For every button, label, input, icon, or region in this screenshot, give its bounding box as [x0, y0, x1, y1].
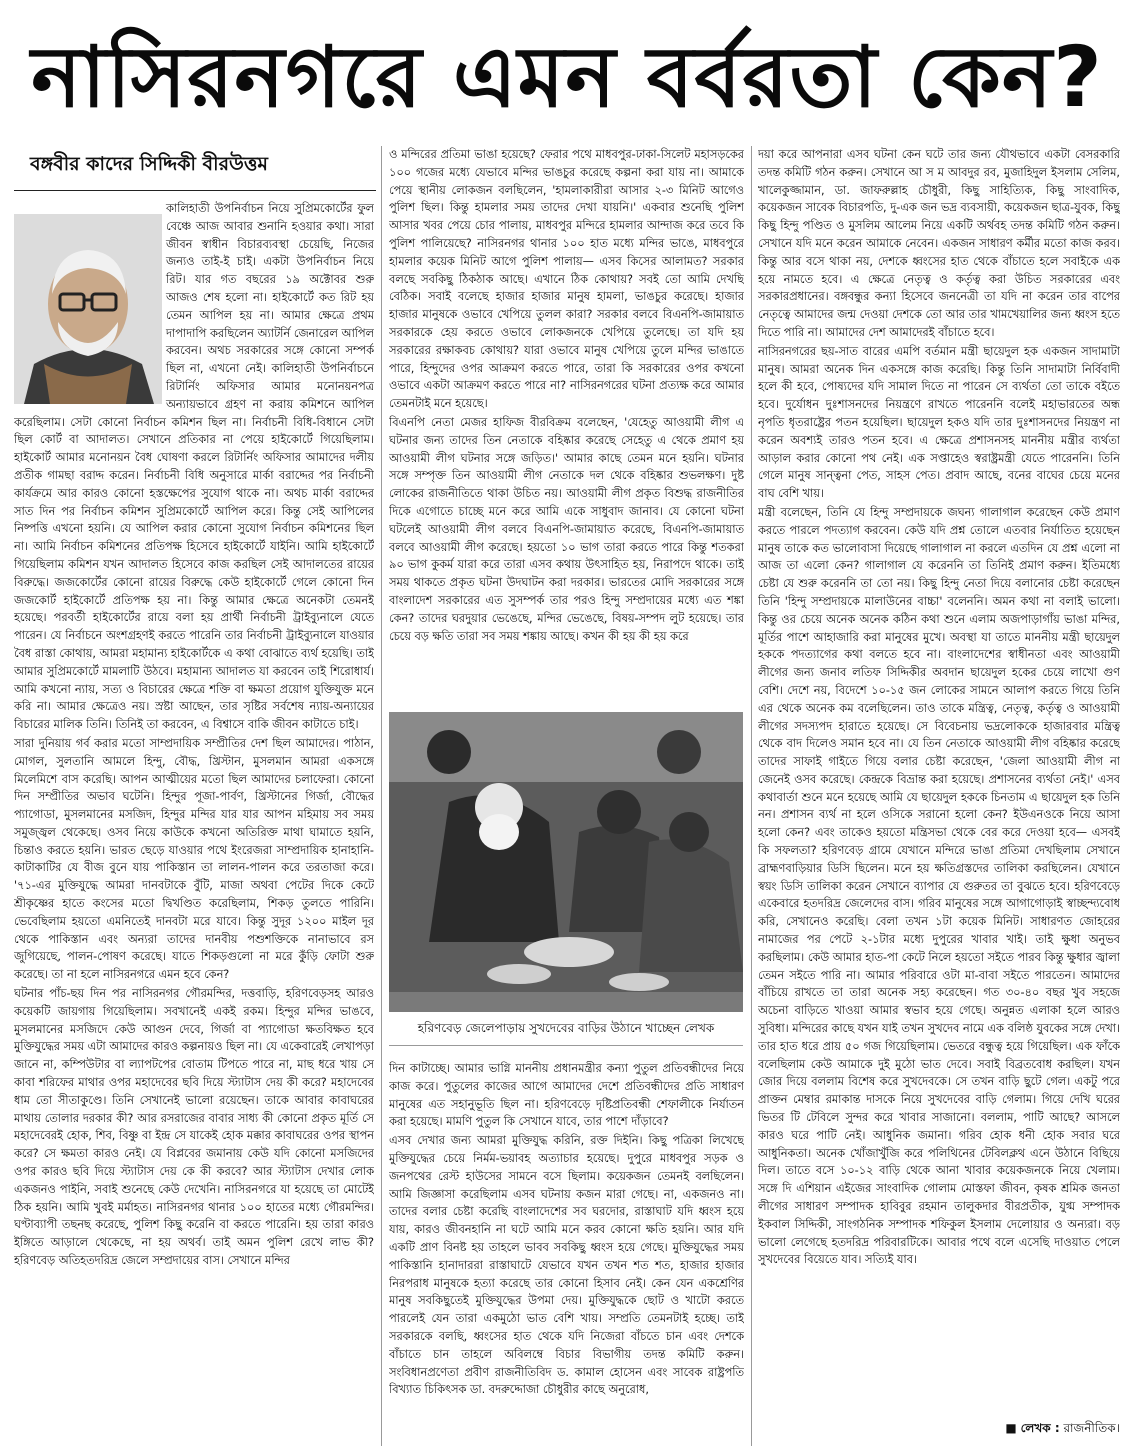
paragraph: ও মন্দিরের প্রতিমা ভাঙা হয়েছে? ফেরার পথে মাধবপুর-ঢাকা-সিলেট মহাসড়কের ১০০ গজের মধ্যে যেভাবে মন্দির ভাঙচুর করেছে কল্পনা করা যায় না। আমাকে পেয়ে স্থানীয় লোকজন বলছিলেন, 'হামলাকারীরা আসার ২-৩ মিনিট আগেও পুলিশ ছিল। কিন্তু হামলার সময় তাদের দেখা যায়নি।' একবার শুনেছি পুলিশ আসার খবর পেয়ে চোর পালায়, মাধবপুর মন্দিরে হামলার আন্দাজ করে তবে কি পুলিশ পালিয়েছে? নাসিরনগর থানার ১০০ হাত মধ্যে মন্দির ভাঙে, মাধবপুরে হামলার কয়েক মিনিট আগে পুলিশ পালায়— এসব কিসের আলামত? সরকার বলছে সবকিছু ঠিকঠাক আছে। এখানে ঠিক কোথায়? সবই তো আমি দেখছি বেঠিক। সবাই বলেছে হাজার হাজার মানুষ হামলা, ভাঙচুর করেছে। হাজার হাজার মানুষকে ওভাবে খেপিয়ে তুলল কারা? সরকার বলবে বিএনপি-জামায়াত সরকারকে হেয় করতে ওভাবে লোকজনকে খেপিয়ে তুলেছে। তা যদি হয় সরকারের রক্ষাকবচ কোথায়? যারা ওভাবে মানুষ খেপিয়ে তুলে মন্দির ভাঙাতে পারে, হিন্দুদের ওপর আক্রমণ করতে পারে, তারা কি সরকারের ওপর কখনো ওভাবে একটা আক্রমণ করতে পারে না? নাসিরনগরের ঘটনা প্রত্যক্ষ করে আমার তেমনটাই মনে হয়েছে।	[389, 148, 744, 411]
author-credit-value: রাজনীতিক।	[1063, 1421, 1120, 1435]
article-column-1	[14, 200, 374, 1445]
caption-divider	[389, 1045, 743, 1046]
paragraph: মন্ত্রী বলেছেন, তিনি যে হিন্দু সম্প্রদায়কে জঘন্য গালাগাল করেছেন কেউ প্রমাণ করতে পারলে পদত্যাগ করবেন। কেউ যদি প্রশ্ন তোলে এতবার নির্যাতিত হয়েছেন মানুষ তাকে কত ভালোবাসা দিয়েছে গালাগাল না করলে এতদিন যে প্রশ্ন এলো না আজ তা এলো কেন? গালাগাল যে করেননি তা তিনিই প্রমাণ করুন। ইতিমধ্যে চেষ্টা যে শুরু করেননি তা তো নয়। কিছু হিন্দু নেতা দিয়ে বলানোর চেষ্টা করেছেন তিনি 'হিন্দু সম্প্রদায়কে মালাউনের বাচ্চা' বলেননি। অমন কথা না বলাই ভালো। কিন্তু ওর চেয়ে অনেক অনেক কঠিন কথা শুনে এলাম অজপাড়াগাঁয় ভাঙা মন্দির, মূর্তির পাশে আহাজারি করা মানুষের মুখে। অবস্থা যা তাতে মাননীয় মন্ত্রী ছায়েদুল হককে পদত্যাগের কথা বলতে হবে না। বাংলাদেশের স্বাধীনতা এবং আওয়ামী লীগের জন্য জনাব লতিফ সিদ্দিকীর অবদান ছায়েদুল হকের চেয়ে লাখো গুণ বেশি। দেশে নয়, বিদেশে ১০-১৫ জন লোকের সামনে আলাপ করতে গিয়ে তিনি এর থেকে অনেক কম বলেছিলেন। তাও তাকে মন্ত্রিত্ব, নেতৃত্ব, কর্তৃত্ব ও আওয়ামী লীগের সদস্যপদ হারাতে হয়েছে। সে বিবেচনায় ভদ্রলোককে হাজারবার মন্ত্রিত্ব থেকে বাদ দিলেও সমান হবে না। যে তিন নেতাকে আওয়ামী লীগ বহিষ্কার করেছে তাদের সাফাই গাইতে গিয়ে বলার চেষ্টা করেছেন, 'জেলা আওয়ামী লীগ না জেনেই ওসব করেছে। কেন্দ্রকে বিভ্রান্ত করা হয়েছে। প্রশাসনের ব্যর্থতা নেই।' এসব কথাবার্তা শুনে মনে হয়েছে আমি যে ছায়েদুল হককে চিনতাম এ ছায়েদুল হক তিনি নন। প্রশাসন ব্যর্থ না হলে ওসিকে সরানো হলো কেন? ইউএনওকে নিয়ে আসা হলো কেন? এবং তাকেও হয়তো মন্ত্রিসভা থেকে বের করে দেওয়া হবে— এসবই কি সফলতা? হরিণবেড় গ্রামে যেখানে মন্দিরে ভাঙা প্রতিমা দেখছিলাম সেখানে ব্রাহ্মণবাড়িয়ার ডিসি ছিলেন। মনে হয় ক্ষতিগ্রস্তদের তালিকা করছিলেন। যেখানে স্বয়ং ডিসি তালিকা করেন সেখানে ব্যাপার যে গুরুতর তা বুঝতে হবে। হরিণবেড়ে একেবারে হতদরিদ্র জেলেদের বাস। গরিব মানুষের সঙ্গে আগাগোড়াই স্বাচ্ছন্দ্যবোধ করি, সেখানেও করেছি। বেলা তখন ১টা কয়েক মিনিট। সাধারণত জোহরের নামাজের পর পেটে ২-১টার মধ্যে দুপুরের খাবার খাই। তাই ক্ষুধা অনুভব করছিলাম। কেউ আমার হাত-পা কেটে নিলে হয়তো সইতে পারব কিন্তু ক্ষুধার জ্বালা তেমন সইতে পারি না। আমার পরিবারে ওটা মা-বাবা সইতে পারতেন। আমাদের বাঁচিয়ে রাখতে তা তারা অনেক সহ্য করেছেন। গত ৩০-৪০ বছর খুব সহজে অচেনা বাড়িতে খাওয়া আমার স্বভাব হয়ে গেছে। অনুন্নত এলাকা হলে আরও সুবিধা। মন্দিরের কাছে যখন যাই তখন সুখদেব নামে এক বলিষ্ঠ যুবকের সঙ্গে দেখা। তার হাত ধরে প্রায় ৫০ গজ গিয়েছিলাম। ভেতরে বন্ধুত্ব হয়ে গিয়েছিল। এক ফাঁকে বলেছিলাম কেউ আমাকে দুই মুঠো ভাত দেবে। সবাই বিব্রতবোধ করছিল। যখন জোর দিয়ে বললাম বিশেষ করে সুখদেবকে। সে তখন বাড়ি ছুটে গেল। একটু পরে প্রাক্তন মেম্বার রমাকান্ত দাসকে নিয়ে সুখদেবের বাড়ি গেলাম। গিয়ে দেখি ঘরের ভিতর টি টেবিলে সুন্দর করে খাবার সাজানো। বললাম, পাটি আছে? আসলে কারও ঘরে পাটি নেই। আধুনিক জমানা। গরিব হোক ধনী হোক সবার ঘরে আধুনিকতা। অনেক খোঁজাখুঁজি করে পলিথিনের টেবিলক্লথ এনে উঠানে বিছিয়ে দিল। তাতে বসে ১০-১২ বাড়ি থেকে আনা খাবার কয়েকজনকে নিয়ে খেলাম। সঙ্গে দি এশিয়ান এইজের সাংবাদিক গোলাম মোস্তফা জীবন, কৃষক শ্রমিক জনতা লীগের সাধারণ সম্পাদক হাবিবুর রহমান তালুকদার বীরপ্রতীক, যুগ্ম সম্পাদক ইকবাল সিদ্দিকী, সাংগঠনিক সম্পাদক শফিকুল ইসলাম দেলোয়ার ও অন্যরা। বড় ভালো লেগেছে হতদরিদ্র পরিবারটিকে। আবার পথে বলে এসেছি দাওয়াত পেলে সুখদেবের বিয়েতে যাব। সত্যিই যাব।	[758, 505, 1120, 1267]
article-column-2-lower	[389, 1060, 744, 1445]
photo-caption: হরিণবেড় জেলেপাড়ায় সুখদেবের বাড়ির উঠানে খাচ্ছেন লেখক	[417, 1021, 715, 1035]
headline: নাসিরনগরে এমন বর্বরতা কেন?	[31, 28, 1103, 126]
article-column-3	[758, 146, 1120, 1408]
author-credit: ■ লেখক : রাজনীতিক।	[1005, 1421, 1120, 1435]
paragraph: বিএনপি নেতা মেজর হাফিজ বীরবিক্রম বলেছেন, 'যেহেতু আওয়ামী লীগ এ ঘটনার জন্য তাদের তিন নেতাকে বহিষ্কার করেছে সেহেতু এ থেকে প্রমাণ হয় আওয়ামী লীগ ঘটনার সঙ্গে জড়িত।' আমার কাছে তেমন মনে হয়নি। ঘটনার সঙ্গে সম্পৃক্ত তিন আওয়ামী লীগ নেতাকে দল থেকে বহিষ্কার শুভলক্ষণ। দুষ্ট লোকের রাজনীতিতে থাকা উচিত নয়। আওয়ামী লীগ প্রকৃত বিশুদ্ধ রাজনীতির দিকে এগোতে চাচ্ছে মনে করে আমি একে সাধুবাদ জানাব। যে কোনো ঘটনা ঘটলেই আওয়ামী লীগ বলবে বিএনপি-জামায়াত করেছে, বিএনপি-জামায়াত বলবে আওয়ামী লীগ করেছে। হয়তো ১০ ভাগ তারা করতে পারে কিন্তু শতকরা ৯০ ভাগ কুকর্ম যারা করে তারা এসব কথায় উৎসাহিত হয়, নিরাপদে থাকে। তাই সময় থাকতে প্রকৃত ঘটনা উদঘাটন করা দরকার। ভারতের মোদি সরকারের সঙ্গে বাংলাদেশ সরকারের এত সুসম্পর্ক তার পরও হিন্দু সম্প্রদায়ের মধ্যে এত শঙ্কা কেন? তাদের ঘরদুয়ার ভেঙেছে, মন্দির ভেঙেছে, বিষয়-সম্পদ লুট হয়েছে। তার চেয়ে বড় ক্ষতি তারা সব সময় শঙ্কায় আছে। কখন কী হয় কী হয় করে	[389, 415, 744, 643]
portrait-spacer	[14, 200, 166, 398]
paragraph: কালিহাতী উপনির্বাচন নিয়ে সুপ্রিমকোর্টের ফুল বেঞ্চে আজ আবার শুনানি হওয়ার কথা। সারা জীবন স্বাধীন বিচারব্যবস্থা চেয়েছি, নিজের জন্যও তাই-ই চাই। একটা উপনির্বাচন নিয়ে রিট। যার গত বছরের ১৯ অক্টোবর শুরু আজও শেষ হলো না। হাইকোর্টে কত রিট হয় তেমন আপিল হয় না। আমার ক্ষেত্রে প্রথম দাপাদাপি করছিলেন অ্যাটর্নি জেনারেল আপিল করবেন। অথচ সরকারের সঙ্গে কোনো সম্পর্ক ছিল না, এখনো নেই। কালিহাতী উপনির্বাচনে রিটার্নিং অফিসার আমার মনোনয়নপত্র অন্যায়ভাবে গ্রহণ না করায় কমিশনে আপিল করেছিলাম। সেটা কোনো নির্বাচন কমিশন ছিল না। নির্বাচনী বিধি-বিধানে সেটা ছিল কোর্ট বা আদালত। সেখানে প্রতিকার না পেয়ে হাইকোর্টে গিয়েছিলাম। হাইকোর্ট আমার মনোনয়ন বৈধ ঘোষণা করলে রিটার্নিং অফিসার আমাদের দলীয় প্রতীক গামছা বরাদ্দ করেন। নির্বাচনী বিধি অনুসারে মার্কা বরাদ্দের পর নির্বাচনী কার্যক্রমে আর কারও কোনো হস্তক্ষেপের সুযোগ থাকে না। অথচ মার্কা বরাদ্দের সাত দিন পর নির্বাচন কমিশন সুপ্রিমকোর্টে আপিল করে। কিন্তু সেই আপিলের নিষ্পত্তি এখনো হয়নি। যে আপিল করার কোনো সুযোগ নির্বাচন কমিশনের ছিল না। আমি নির্বাচন কমিশনের প্রতিপক্ষ হিসেবে হাইকোর্টে যাইনি। আমি হাইকোর্টে গিয়েছিলাম কমিশন যখন আদালত হিসেবে কাজ করছিল সেই আদালতের রায়ের বিরুদ্ধে। জজকোর্টের কোনো রায়ের বিরুদ্ধে কেউ হাইকোর্টে গেলে কোনো দিন জজকোর্ট হাইকোর্টে প্রতিপক্ষ হয় না। কিন্তু আমার ক্ষেত্রে অনেকটা তেমনই হয়েছে। পরবর্তী হাইকোর্টের রায়ে বলা হয় প্রার্থী নির্বাচনী ট্রাইব্যুনালে যেতে পারেন। যে নির্বাচনে অংশগ্রহণই করতে পারেনি তার নির্বাচনী ট্রাইব্যুনালে যাওয়ার বৈধ রাস্তা কোথায়, আমরা মহামান্য হাইকোর্টকে এ কথা বোঝাতে ব্যর্থ হয়েছি। তাই আমার সুপ্রিমকোর্টে মামলাটি উঠবে। মহামান্য আদালত যা করবেন তাই শিরোধার্য। আমি কখনো ন্যায়, সত্য ও বিচারের ক্ষেত্রে শক্তি বা ক্ষমতা প্রয়োগ যুক্তিযুক্ত মনে করি না। আমার ক্ষেত্রেও নয়। স্রষ্টা আছেন, তার সৃষ্টির সর্বশেষ ন্যায়-অন্যায়ের বিচারের মালিক তিনি। তিনিই তা করবেন, এ বিশ্বাসে বাকি জীবন কাটাতে চাই।	[14, 202, 374, 732]
article-column-2	[389, 146, 744, 702]
author-credit-label: লেখক :	[1020, 1421, 1060, 1435]
paragraph: সারা দুনিয়ায় গর্ব করার মতো সাম্প্রদায়িক সম্প্রীতির দেশ ছিল আমাদের। পাঠান, মোগল, সুলতানি আমলে হিন্দু, বৌদ্ধ, খ্রিস্টান, মুসলমান আমরা একসঙ্গে মিলেমিশে বাস করেছি। আপন আত্মীয়ের মতো ছিল আমাদের চলাফেরা। কোনো দিন সম্প্রীতির অভাব ঘটেনি। হিন্দুর পূজা-পার্বণ, খ্রিস্টানের গির্জা, বৌদ্ধের প্যাগোডা, মুসলমানের মসজিদ, হিন্দুর মন্দির যার যার আপন মহিমায় সব সময় সমুজ্জ্বল থেকেছে। ওসব নিয়ে কাউকে কখনো অতিরিক্ত মাথা ঘামাতে হয়নি, চিন্তাও করতে হয়নি। ভারত ছেড়ে যাওয়ার পথে ইংরেজরা সাম্প্রদায়িক হানাহানি-কাটাকাটির যে বীজ বুনে যায় পাকিস্তান তা লালন-পালন করে তরতাজা করে। '৭১-এর মুক্তিযুদ্ধে আমরা দানবটাকে বুঁটি, মাজা অথবা পেটের দিকে কেটে শ্রীকৃষ্ণের হাতে কংসের মতো দ্বিখণ্ডিত করেছিলাম, শিকড় তুলতে পারিনি। ভেবেছিলাম হয়তো এমনিতেই দানবটা মরে যাবে। কিন্তু সুদূর ১২০০ মাইল দূর থেকে পাকিস্তান এবং অন্যরা তাদের দানবীয় পশুশক্তিকে নানাভাবে রস জুগিয়েছে, পালন-পোষণ করেছে। যাতে শিকড়গুলো না মরে কুঁড়ি ফোটা শুরু করেছে। তা না হলে নাসিরনগরে এমন হবে কেন?	[14, 736, 374, 982]
paragraph: নাসিরনগরের ছয়-সাত বারের এমপি বর্তমান মন্ত্রী ছায়েদুল হক একজন সাদামাটা মানুষ। আমরা অনেক দিন একসঙ্গে কাজ করেছি। কিন্তু তিনি সাদামাটা নির্বিবাদী হলে কী হবে, পোষ্যদের যদি সামাল দিতে না পারেন সে ব্যর্থতা তো তাকে বইতে হবে। দুর্যোধন দুঃশাসনদের নিয়ন্ত্রণে রাখতে পারেননি বলেই মহাভারতের অন্ধ নৃপতি ধৃতরাষ্ট্রের পতন হয়েছিল। ছায়েদুল হকও যদি তার দুঃশাসনদের নিয়ন্ত্রণ না করেন অবশ্যই তারও পতন হবে। এ ক্ষেত্রে প্রশাসনসহ মাননীয় মন্ত্রীর ব্যর্থতা আড়াল করার কোনো পথ নেই। এক সপ্তাহেও স্বরাষ্ট্রমন্ত্রী যেতে পারেননি। তিনি গেলে মানুষ সান্ত্বনা পেত, সাহস পেত। প্রবাদ আছে, বনের বাঘের চেয়ে মনের বাঘ বেশি খায়।	[758, 344, 1120, 501]
column-divider	[751, 146, 752, 1446]
paragraph: দয়া করে আপনারা এসব ঘটনা কেন ঘটে তার জন্য যৌথভাবে একটা বেসরকারি তদন্ত কমিটি গঠন করুন। সেখানে আ স ম আবদুর রব, মুজাহিদুল ইসলাম সেলিম, খালেকুজ্জামান, ডা. জাফরুল্লাহ চৌধুরী, কিছু সাহিত্যিক, কিছু সাংবাদিক, কয়েকজন সাবেক বিচারপতি, দু-এক জন ভদ্র ব্যবসায়ী, কয়েকজন ছাত্র-যুবক, কিছু কিছু হিন্দু পণ্ডিত ও মুসলিম আলেম নিয়ে একটি অর্থবহ তদন্ত কমিটি গঠন করুন। সেখানে যদি মনে করেন আমাকে নেবেন। একজন সাধারণ কর্মীর মতো কাজ করব। কিন্তু আর বসে থাকা নয়, দেশকে ধ্বংসের হাত থেকে বাঁচাতে হলে সবাইকে এক হয়ে নামতে হবে। এ ক্ষেত্রে নেতৃত্ব ও কর্তৃত্ব করা উচিত সরকারের এবং সরকারপ্রধানের। বঙ্গবন্ধুর কন্যা হিসেবে জননেত্রী তা যদি না করেন তার বাপের নেতৃত্বে আমাদের জন্ম দেওয়া দেশকে তো আর তার খামখেয়ালির জন্য ধ্বংস হতে দিতে পারি না। আমাদের দেশ আমাদেরই বাঁচাতে হবে।	[758, 148, 1120, 339]
news-photo	[389, 712, 743, 1012]
column-divider	[381, 146, 382, 1446]
paragraph: এসব দেখার জন্য আমরা মুক্তিযুদ্ধ করিনি, রক্ত দিইনি। কিছু পত্রিকা লিখেছে মুক্তিযুদ্ধের চেয়ে নির্মম-ভয়াবহ অত্যাচার হয়েছে। দুপুরে মাধবপুর সড়ক ও জনপথের রেস্ট হাউসের সামনে বসে ছিলাম। কয়েকজন তেমনই বলছিলেন। আমি জিজ্ঞাসা করেছিলাম এসব ঘটনায় কজন মারা গেছে। না, একজনও না। তাদের বলার চেষ্টা করেছি বাংলাদেশের সব ঘরদোর, রাস্তাঘাট যদি ধ্বংস হয়ে যায়, কারও জীবনহানি না ঘটে আমি মনে করব কোনো ক্ষতি হয়নি। আর যদি একটি প্রাণ বিনষ্ট হয় তাহলে ভাবব সবকিছু ধ্বংস হয়ে গেছে। মুক্তিযুদ্ধের সময় পাকিস্তানি হানাদাররা রাস্তাঘাটে যেভাবে যখন তখন শত শত, হাজার হাজার নিরপরাধ মানুষকে হত্যা করেছে তার কোনো হিসাব নেই। কেন যেন একশ্রেণির মানুষ সবকিছুতেই মুক্তিযুদ্ধের উপমা দেয়। মুক্তিযুদ্ধকে ছোট ও খাটো করতে পারলেই যেন তারা একমুঠো ভাত বেশি খায়। সম্প্রতি তেমনটাই হচ্ছে। তাই সরকারকে বলছি, ধ্বংসের হাত থেকে যদি নিজেরা বাঁচতে চান এবং দেশকে বাঁচাতে চান তাহলে অবিলম্বে বিচার বিভাগীয় তদন্ত কমিটি করুন। সংবিধানপ্রণেতা প্রবীণ রাজনীতিবিদ ড. কামাল হোসেন এবং সাবেক রাষ্ট্রপতি বিখ্যাত চিকিৎসক ডা. বদরুদ্দোজা চৌধুরীর কাছে অনুরোধ,	[389, 1134, 744, 1397]
byline-divider	[14, 190, 376, 191]
paragraph: দিন কাটাচ্ছে। আমার ভাগ্নি মাননীয় প্রধানমন্ত্রীর কন্যা পুতুল প্রতিবন্ধীদের নিয়ে কাজ করে। পুতুলের কাজের আগে আমাদের দেশে প্রতিবন্ধীদের প্রতি সাধারণ মানুষের এত সহানুভূতি ছিল না। হরিণবেড়ে দৃষ্টিপ্রতিবন্ধী শেফালীকে নির্যাতন করা হয়েছে। মামণি পুতুল কি সেখানে যাবে, তার পাশে দাঁড়াবে?	[389, 1062, 744, 1129]
paragraph: ঘটনার পাঁচ-ছয় দিন পর নাসিরনগর গৌরমন্দির, দত্তবাড়ি, হরিণবেড়সহ আরও কয়েকটি জায়গায় গিয়েছিলাম। সবখানেই একই রকম। হিন্দুর মন্দির ভাঙবে, মুসলমানের মসজিদে কেউ আগুন দেবে, গির্জা বা প্যাগোডা ক্ষতবিক্ষত হবে মুক্তিযুদ্ধের সময় এটা আমাদের কারও কল্পনায়ও ছিল না। যে একেবারেই লেখাপড়া জানে না, কম্পিউটার বা ল্যাপটপের বোতাম টিপতে পারে না, মাছ ধরে খায় সে কাবা শরিফের মাথার ওপর মহাদেবের ছবি দিয়ে স্ট্যাটাস দেয় কী করে? মহাদেবের ধাম তো সীতাকুণ্ডে। তিনি সেখানেই ভালো রয়েছেন। তাকে আবার কাবাঘরের মাথায় তোলার দরকার কী? আর রসরাজের বাবার সাধ্য কী কোনো প্রকৃত মূর্তি সে মহাদেবেরই হোক, শিব, বিষ্ণু বা ইন্দ্র সে যাকেই হোক মক্কার কাবাঘরের ওপর স্থাপন করে? সে ক্ষমতা কারও নেই। যে বিপ্লবের জমানায় কেউ যদি কোনো মসজিদের ওপর কারও ছবি দিয়ে স্ট্যাটাস দেয় কে কী করবে? আর স্ট্যাটাস দেখার লোক একজনও পাইনি, সবাই শুনেছে কেউ দেখেনি। নাসিরনগরে যা হয়েছে তা মোটেই ঠিক হয়নি। আমি খুবই মর্মাহত। নাসিরনগর থানার ১০০ হাতের মধ্যে গৌরমন্দির। ঘণ্টাব্যাপী তছনছ করেছে, পুলিশ কিছু করেনি বা করতে পারেনি। হয় তারা কারও ইঙ্গিতে আড়ালে থেকেছে, না হয় অথর্ব। তাই অমন পুলিশ রেখে লাভ কী? হরিণবেড় অতিহতদরিদ্র জেলে সম্প্রদায়ের বাস। সেখানে মন্দির	[14, 987, 374, 1268]
byline: বঙ্গবীর কাদের সিদ্দিকী বীরউত্তম	[30, 153, 268, 175]
